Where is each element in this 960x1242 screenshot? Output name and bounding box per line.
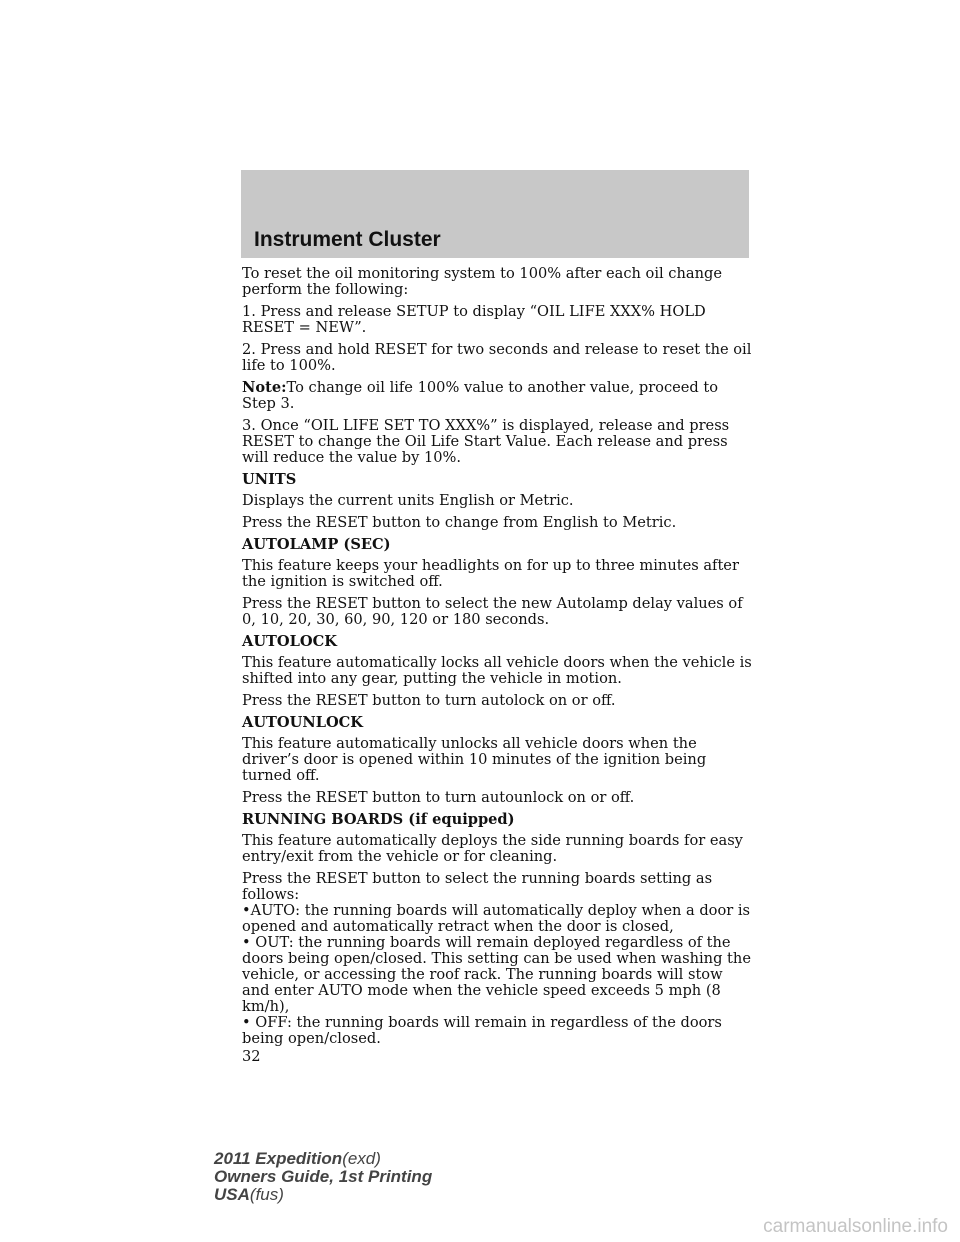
step-2: 2. Press and hold RESET for two seconds and release to reset the oil life to 100%. bbox=[242, 341, 752, 374]
autounlock-paragraph-2: Press the RESET button to turn autounlock on or off. bbox=[242, 789, 635, 806]
step-3: 3. Once “OIL LIFE SET TO XXX%” is displayed, release and press RESET to change the Oil Life Start Value. Each release and press will reduce the value by 10%. bbox=[242, 417, 730, 466]
units-paragraph-2: Press the RESET button to change from English to Metric. bbox=[242, 514, 677, 531]
intro-paragraph: To reset the oil monitoring system to 100% after each oil change perform the following: bbox=[242, 265, 722, 298]
footer-line-2 bbox=[214, 1168, 432, 1186]
print-footer bbox=[214, 1150, 432, 1204]
running-boards-bullet-off: • OFF: the running boards will remain in regardless of the doors being open/closed. bbox=[242, 1014, 722, 1047]
running-boards-paragraph-1: This feature automatically deploys the side running boards for easy entry/exit from the vehicle or for cleaning. bbox=[242, 832, 743, 865]
autolock-paragraph-2: Press the RESET button to turn autolock on or off. bbox=[242, 692, 616, 709]
running-boards-heading: RUNNING BOARDS (if equipped) bbox=[242, 811, 515, 828]
footer-line-1 bbox=[214, 1150, 432, 1168]
footer-market-code: (fus) bbox=[249, 1185, 284, 1204]
units-heading: UNITS bbox=[242, 471, 297, 488]
footer-market: USA bbox=[214, 1185, 250, 1204]
section-title: Instrument Cluster bbox=[254, 228, 441, 251]
footer-model: 2011 Expedition bbox=[214, 1149, 343, 1168]
autolamp-heading: AUTOLAMP (SEC) bbox=[242, 536, 391, 553]
note bbox=[242, 380, 752, 412]
autolock-heading: AUTOLOCK bbox=[242, 633, 337, 650]
running-boards-bullet-out: • OUT: the running boards will remain deployed regardless of the doors being open/closed. This setting can be used when washing the vehicle, or accessing the roof rack. The running boards will stow and enter AUTO mode when the vehicle speed exceeds 5 mph (8 km/h), bbox=[242, 934, 751, 1015]
running-boards-paragraph-2: Press the RESET button to select the running boards setting as follows: bbox=[242, 870, 713, 903]
footer-model-code: (exd) bbox=[342, 1149, 381, 1168]
autolamp-paragraph-2: Press the RESET button to select the new Autolamp delay values of 0, 10, 20, 30, 60, 90, 120 or 180 seconds. bbox=[242, 595, 743, 628]
footer-printing: Owners Guide, 1st Printing bbox=[214, 1167, 433, 1186]
autounlock-heading: AUTOUNLOCK bbox=[242, 714, 363, 731]
running-boards-bullet-auto: •AUTO: the running boards will automatically deploy when a door is opened and automatically retract when the door is closed, bbox=[242, 902, 751, 935]
note-text: To change oil life 100% value to another value, proceed to Step 3. bbox=[242, 379, 719, 412]
note-label: Note: bbox=[242, 379, 287, 396]
units-paragraph-1: Displays the current units English or Metric. bbox=[242, 492, 574, 509]
watermark: carmanualsonline.info bbox=[763, 1216, 948, 1237]
section-header-bar bbox=[241, 170, 749, 258]
footer-line-3 bbox=[214, 1186, 432, 1204]
autolamp-paragraph-1: This feature keeps your headlights on for up to three minutes after the ignition is switched off. bbox=[242, 557, 739, 590]
autounlock-paragraph-1: This feature automatically unlocks all vehicle doors when the driver’s door is opened within 10 minutes of the ignition being turned off. bbox=[242, 735, 707, 784]
page-content bbox=[242, 266, 752, 1065]
page-number: 32 bbox=[242, 1048, 261, 1065]
autolock-paragraph-1: This feature automatically locks all vehicle doors when the vehicle is shifted into any gear, putting the vehicle in motion. bbox=[242, 654, 752, 687]
step-1: 1. Press and release SETUP to display “OIL LIFE XXX% HOLD RESET = NEW”. bbox=[242, 303, 706, 336]
